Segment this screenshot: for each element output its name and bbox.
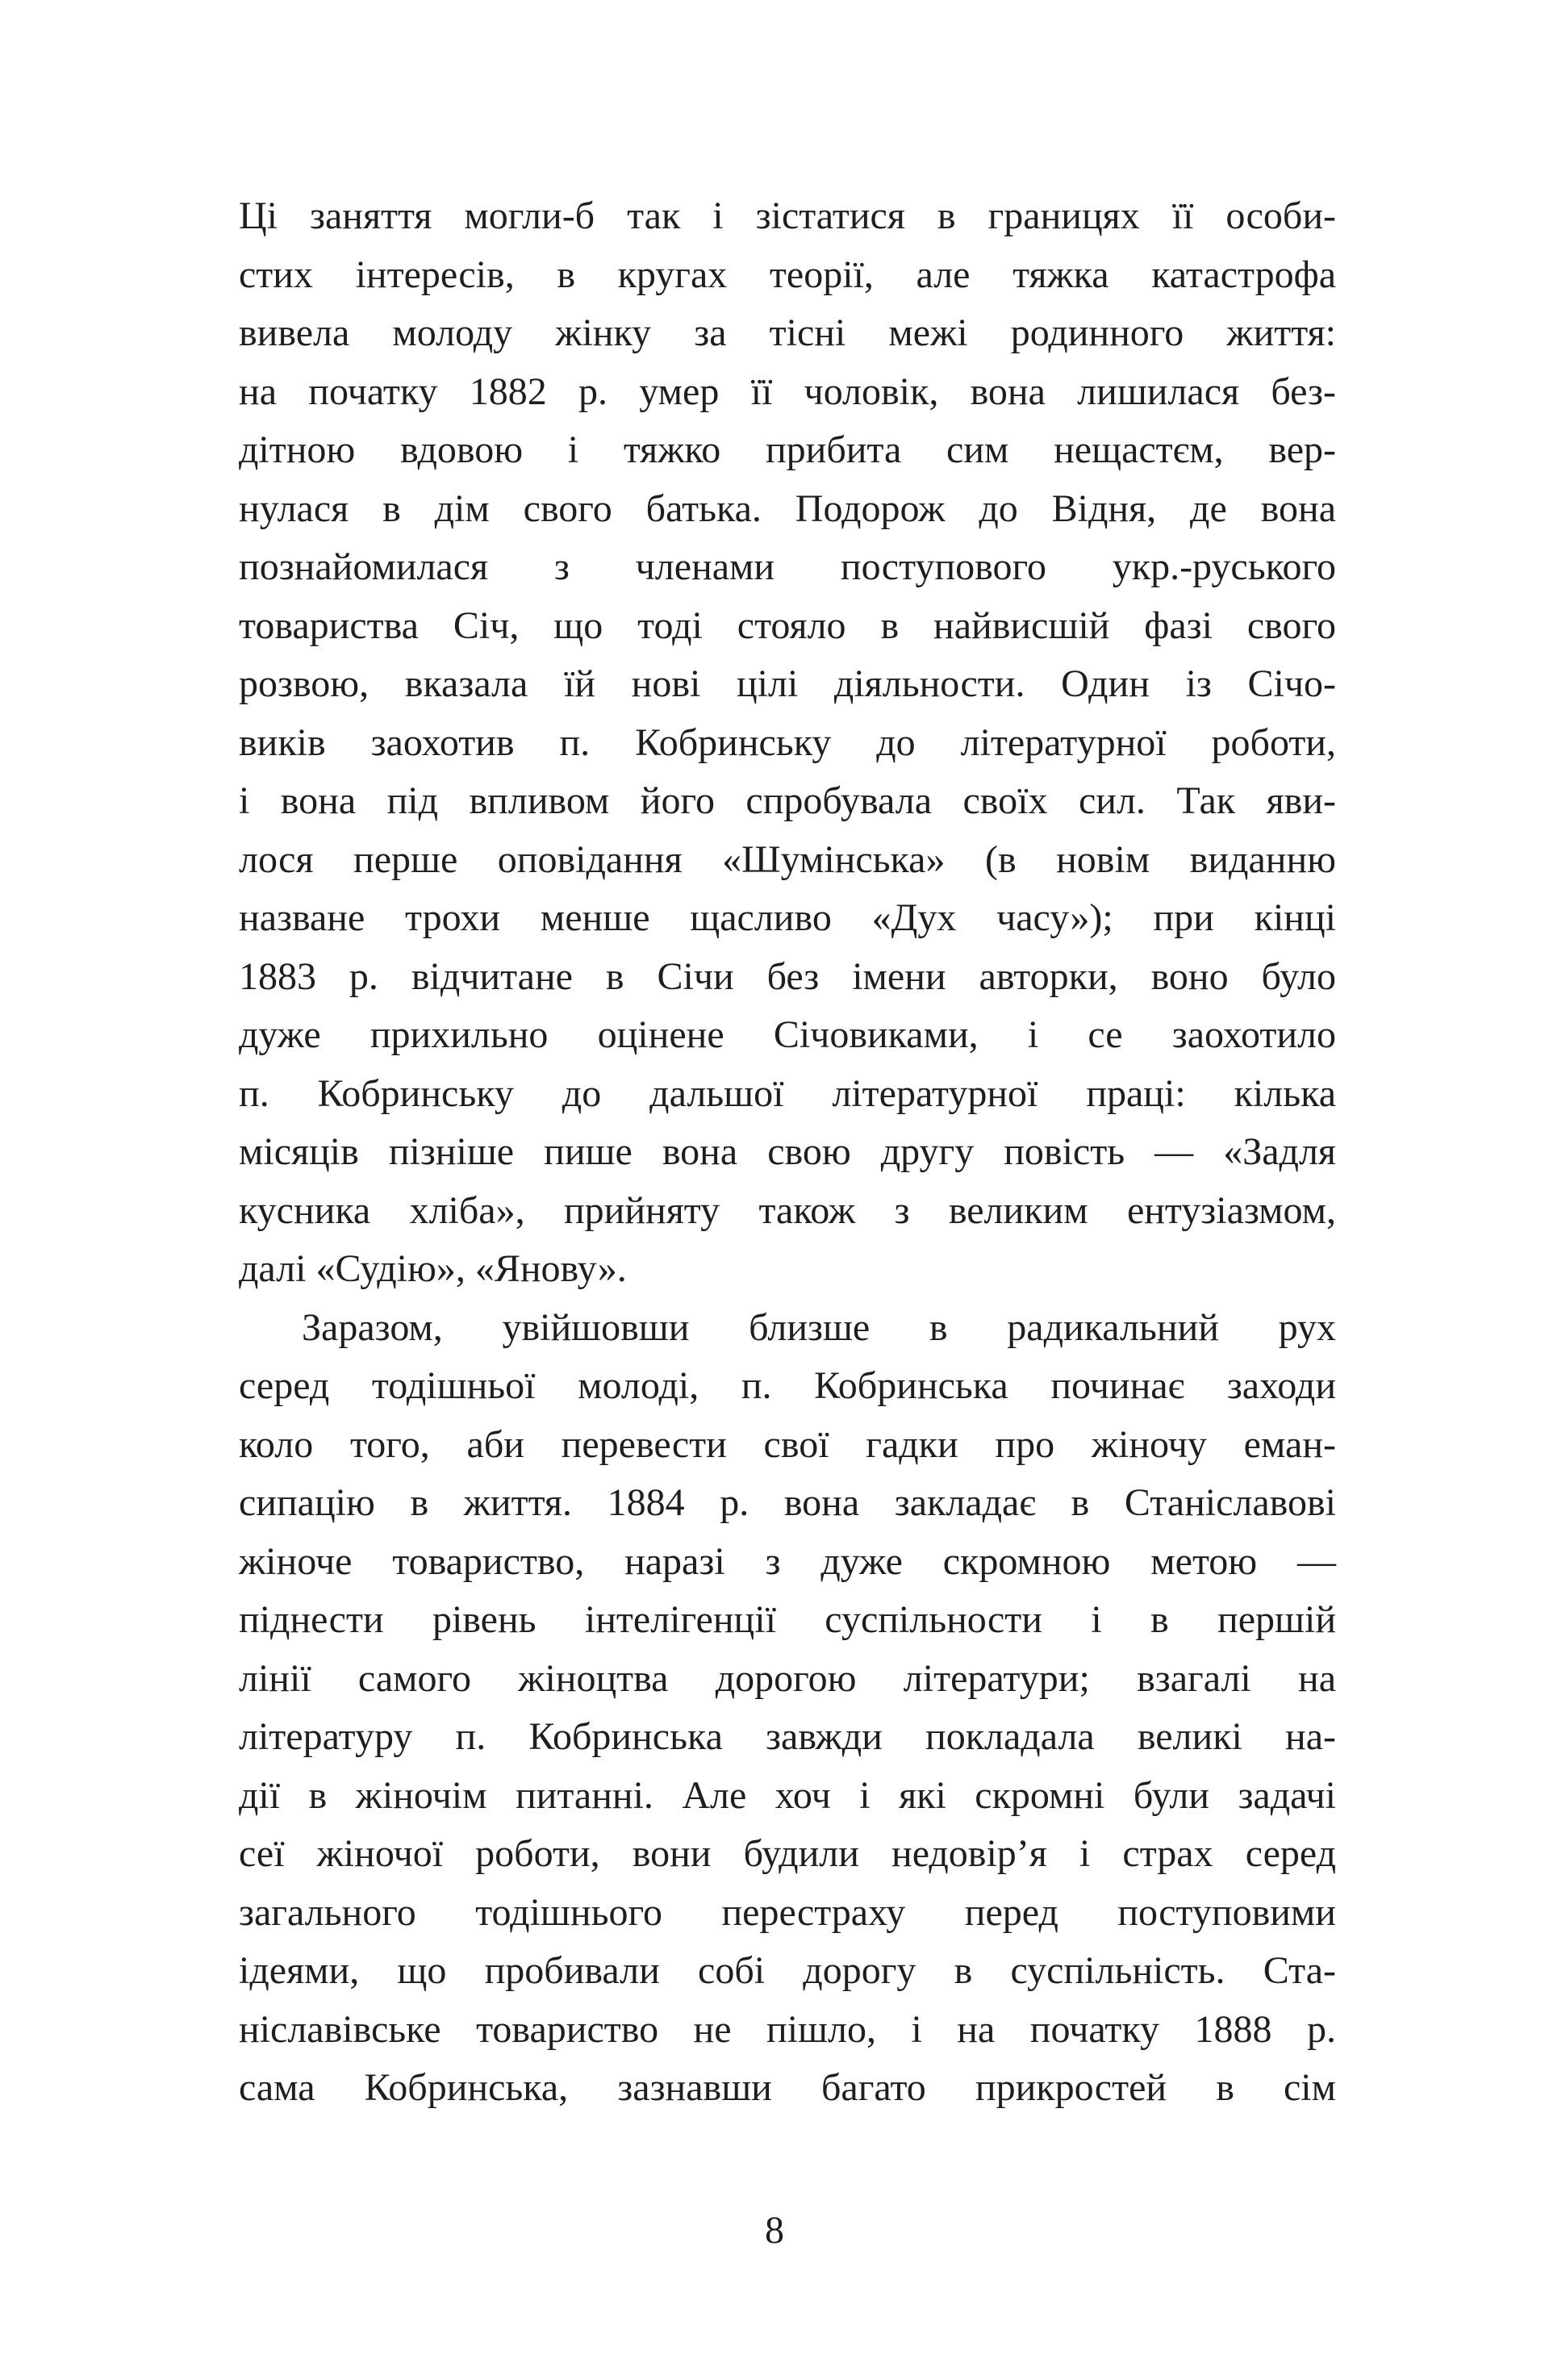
- text-line: загального тодішнього перестраху перед поступовими: [239, 1890, 1336, 1934]
- text-line: місяців пізніше пише вона свою другу повість — «Задля: [239, 1130, 1336, 1173]
- text-line: серед тодішньої молоді, п. Кобринська починає заходи: [239, 1364, 1336, 1407]
- text-line: дітною вдовою і тяжко прибита сим нещастєм, вер-: [239, 428, 1336, 471]
- text-line: стих інтересів, в кругах теорії, але тяжка катастрофа: [239, 253, 1336, 296]
- paragraph: [239, 187, 1336, 1299]
- text-line: лінії самого жіноцтва дорогою літератури; взагалі на: [239, 1656, 1336, 1700]
- text-line: вивела молоду жінку за тісні межі родинного життя:: [239, 311, 1336, 354]
- text-line: п. Кобринську до дальшої літературної праці: кілька: [239, 1071, 1336, 1115]
- text-line: ніславівське товариство не пішло, і на початку 1888 р.: [239, 2007, 1336, 2051]
- text-line: познайомилася з членами поступового укр.-руського: [239, 545, 1336, 588]
- text-line: жіноче товариство, наразі з дуже скромною метою —: [239, 1539, 1336, 1583]
- text-line: ідеями, що пробивали собі дорогу в суспільність. Ста-: [239, 1949, 1336, 1992]
- text-line: на початку 1882 р. умер її чоловік, вона лишилася без-: [239, 370, 1336, 413]
- text-line: кусника хліба», прийняту також з великим ентузіазмом,: [239, 1188, 1336, 1232]
- text-line: сама Кобринська, зазнавши багато прикростей в сім: [239, 2066, 1336, 2109]
- text-line: сипацію в життя. 1884 р. вона закладає в Станіславові: [239, 1481, 1336, 1524]
- text-line: дуже прихильно оцінене Січовиками, і се заохотило: [239, 1013, 1336, 1056]
- text-line: 1883 р. відчитане в Січи без імени авторки, воно було: [239, 954, 1336, 998]
- text-line: і вона під впливом його спробувала своїх сил. Так яви-: [239, 779, 1336, 822]
- text-line: Ці заняття могли-б так і зістатися в границях її особи-: [239, 194, 1336, 237]
- text-line: коло того, аби перевести свої гадки про жіночу еман-: [239, 1422, 1336, 1466]
- text-line: Заразом, увійшовши близше в радикальний рух: [302, 1305, 1336, 1349]
- body-text: [239, 187, 1336, 2118]
- text-line: дії в жіночім питанні. Але хоч і які скромні були задачі: [239, 1773, 1336, 1817]
- text-line: сеї жіночої роботи, вони будили недовір’я і страх серед: [239, 1832, 1336, 1875]
- text-line: назване трохи менше щасливо «Дух часу»); при кінці: [239, 896, 1336, 939]
- paragraph: [239, 1299, 1336, 2118]
- text-line: розвою, вказала їй нові цілі діяльности. Один із Січо-: [239, 662, 1336, 705]
- page-number: 8: [765, 2209, 784, 2252]
- text-line: виків заохотив п. Кобринську до літературної роботи,: [239, 720, 1336, 764]
- text-line: лося перше оповідання «Шумінська» (в новім виданню: [239, 837, 1336, 881]
- text-line: піднести рівень інтелігенції суспільности і в першій: [239, 1598, 1336, 1641]
- text-line: товариства Січ, що тоді стояло в найвисшій фазі свого: [239, 603, 1336, 647]
- text-line: далі «Судію», «Янову».: [239, 1247, 627, 1290]
- text-line: літературу п. Кобринська завжди покладала великі на-: [239, 1715, 1336, 1758]
- text-line: нулася в дім свого батька. Подорож до Відня, де вона: [239, 486, 1336, 530]
